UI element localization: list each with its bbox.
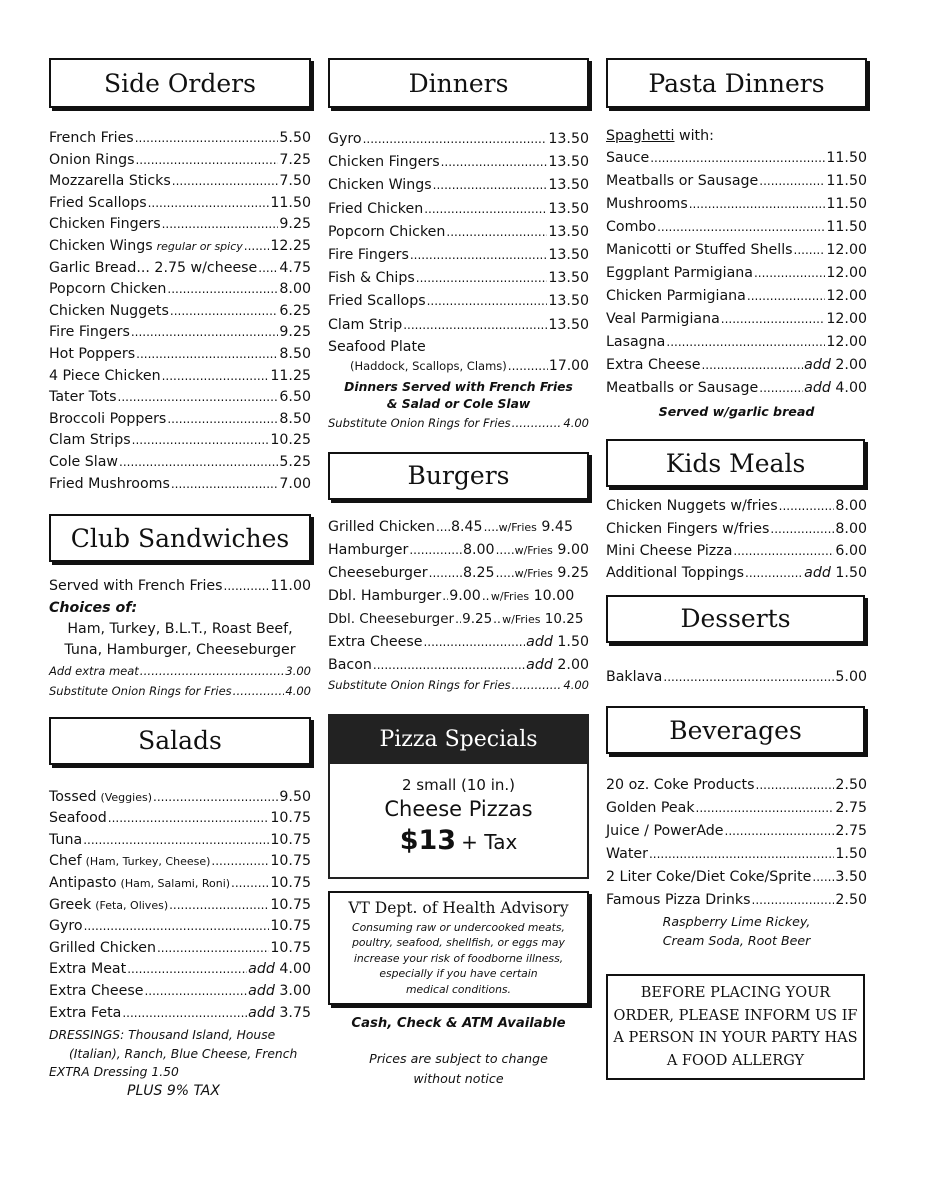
- dinner-item: Popcorn Chicken ..... 13.50: [328, 221, 589, 244]
- beverages-title: Beverages: [669, 715, 802, 745]
- spaghetti-heading: [606, 126, 867, 147]
- side-order-item: 4 Piece Chicken ..... 11.25: [49, 366, 311, 388]
- salad-item: Chef (Ham, Turkey, Cheese) ..... 10.75: [49, 851, 311, 873]
- dinners-served-note: [328, 379, 589, 414]
- kids-toppings-item: Additional Toppings ..... add 1.50: [606, 563, 867, 585]
- side-order-item: Clam Strips ..... 10.25: [49, 430, 311, 452]
- burger-item: Dbl. Cheeseburger ..... 9.25 ..... w/Fries 10.25: [328, 608, 589, 631]
- allergy-notice: [606, 974, 865, 1080]
- club-choices-line2: Tuna, Hamburger, Cheeseburger: [64, 641, 296, 658]
- burgers-header: [328, 452, 589, 500]
- kids-meals-title: Kids Meals: [665, 448, 806, 478]
- salads-header: [49, 717, 311, 765]
- side-order-item: Onion Rings ..... 7.25: [49, 150, 311, 172]
- kids-meal-item: Mini Cheese Pizza ..... 6.00: [606, 540, 867, 563]
- pizza-price: $13: [399, 824, 457, 856]
- pizza-line2: Cheese Pizzas: [384, 796, 533, 821]
- dinner-item: Gyro ..... 13.50: [328, 128, 589, 151]
- health-advisory-box: [328, 891, 589, 1006]
- dinner-item: Chicken Wings ..... 13.50: [328, 174, 589, 197]
- side-order-item: Fried Scallops ..... 11.50: [49, 193, 311, 215]
- pasta-item: Combo ..... 11.50: [606, 216, 867, 239]
- side-orders-header: [49, 58, 311, 108]
- side-order-item: Broccoli Poppers ..... 8.50: [49, 409, 311, 431]
- salad-item: Seafood ..... 10.75: [49, 808, 311, 830]
- pasta-served-note: Served w/garlic bread: [658, 404, 815, 419]
- left-column: [49, 58, 311, 1100]
- beverages-list: [606, 774, 867, 912]
- desserts-header: [606, 595, 865, 643]
- dinner-item: Fish & Chips ..... 13.50: [328, 267, 589, 290]
- pasta-item: Meatballs or Sausage ..... 11.50: [606, 170, 867, 193]
- spaghetti-with: with:: [679, 128, 714, 144]
- advisory-title: VT Dept. of Health Advisory: [348, 898, 569, 917]
- dinners-substitute-row: Substitute Onion Rings for Fries ..... 4.00: [328, 414, 589, 432]
- beverage-item: Juice / PowerAde ..... 2.75: [606, 820, 867, 843]
- side-order-item: Fried Mushrooms ..... 7.00: [49, 474, 311, 496]
- salad-item: Tossed (Veggies) ..... 9.50: [49, 787, 311, 809]
- prices-line2: without notice: [413, 1071, 504, 1087]
- dressings-info: [49, 1026, 311, 1100]
- pasta-list: [606, 147, 867, 400]
- salad-item: Grilled Chicken ..... 10.75: [49, 938, 311, 960]
- pasta-extra-item: Extra Cheese ..... add 2.00: [606, 354, 867, 377]
- club-sandwiches-section: [49, 576, 311, 701]
- dinner-item: Clam Strip ..... 13.50: [328, 314, 589, 337]
- burgers-list: [328, 516, 589, 677]
- dinners-title: Dinners: [408, 68, 509, 98]
- pizza-specials-box: [328, 714, 589, 879]
- dinner-item: Fried Chicken ..... 13.50: [328, 198, 589, 221]
- beverage-item: Golden Peak ..... 2.75: [606, 797, 867, 820]
- side-orders-title: Side Orders: [104, 68, 256, 98]
- side-order-item: Tater Tots ..... 6.50: [49, 387, 311, 409]
- club-choices-label: Choices of:: [49, 599, 138, 616]
- side-order-item: Fire Fingers ..... 9.25: [49, 322, 311, 344]
- pasta-dinners-header: [606, 58, 867, 108]
- dinner-item: Fire Fingers ..... 13.50: [328, 244, 589, 267]
- dinners-served-line1: Dinners Served with French Fries: [344, 379, 573, 394]
- allergy-line: ORDER, PLEASE INFORM US IF: [613, 1007, 858, 1024]
- kids-meals-header: [606, 439, 865, 487]
- allergy-line: A PERSON IN YOUR PARTY HAS: [613, 1030, 858, 1047]
- pizza-drinks-line1: Raspberry Lime Rickey,: [662, 914, 811, 930]
- advisory-line: Consuming raw or undercooked meats,: [352, 920, 565, 934]
- prices-note: [328, 1049, 589, 1089]
- salads-list: [49, 787, 311, 1025]
- side-order-item: Chicken Wings regular or spicy ..... 12.25: [49, 236, 311, 258]
- seafood-plate-row: (Haddock, Scallops, Clams) ..... 17.00: [328, 357, 589, 375]
- pizza-price-row: [330, 825, 587, 856]
- burger-item: Dbl. Hamburger ..... 9.00 ..... w/Fries 10.00: [328, 585, 589, 608]
- salad-item: Tuna ..... 10.75: [49, 830, 311, 852]
- burgers-title: Burgers: [407, 461, 510, 491]
- tax-note: PLUS 9% TAX: [127, 1082, 220, 1099]
- side-order-item: Garlic Bread... 2.75 w/cheese ..... 4.75: [49, 258, 311, 280]
- side-order-item: Popcorn Chicken ..... 8.00: [49, 279, 311, 301]
- club-substitute-row: Substitute Onion Rings for Fries ..... 4.00: [49, 681, 311, 701]
- side-order-item: Chicken Fingers ..... 9.25: [49, 214, 311, 236]
- kids-meal-item: Chicken Fingers w/fries ..... 8.00: [606, 518, 867, 541]
- pizza-line1: 2 small (10 in.): [401, 775, 516, 794]
- pasta-dinners-title: Pasta Dinners: [648, 68, 825, 98]
- pizza-drinks-list: [606, 912, 867, 950]
- pasta-item: Eggplant Parmigiana ..... 12.00: [606, 262, 867, 285]
- advisory-line: poultry, seafood, shellfish, or eggs may: [352, 936, 565, 950]
- pizza-tax: + Tax: [461, 829, 518, 854]
- burger-extra-item: Bacon ..... add 2.00: [328, 654, 589, 677]
- club-choices-line1: Ham, Turkey, B.L.T., Roast Beef,: [67, 620, 293, 637]
- advisory-line: medical conditions.: [406, 982, 511, 996]
- dessert-item: Baklava ..... 5.00: [606, 667, 867, 689]
- desserts-title: Desserts: [680, 604, 791, 633]
- salad-item: Greek (Feta, Olives) ..... 10.75: [49, 895, 311, 917]
- pasta-extra-item: Meatballs or Sausage ..... add 4.00: [606, 377, 867, 400]
- pasta-item: Veal Parmigiana ..... 12.00: [606, 308, 867, 331]
- club-sandwiches-title: Club Sandwiches: [70, 523, 290, 553]
- club-sandwiches-header: [49, 514, 311, 562]
- salad-item: Antipasto (Ham, Salami, Roni) ..... 10.75: [49, 873, 311, 895]
- middle-column: [328, 58, 589, 1089]
- beverage-item: 2 Liter Coke/Diet Coke/Sprite ..... 3.50: [606, 866, 867, 889]
- salad-item: Gyro ..... 10.75: [49, 916, 311, 938]
- salad-extra-item: Extra Feta ..... add 3.75: [49, 1003, 311, 1025]
- desserts-list: [606, 667, 867, 689]
- kids-meal-item: Chicken Nuggets w/fries ..... 8.00: [606, 495, 867, 518]
- pizza-specials-header: [330, 716, 587, 764]
- right-column: [606, 58, 867, 1080]
- beverage-item: Water ..... 1.50: [606, 843, 867, 866]
- beverages-header: [606, 706, 865, 754]
- extra-dressing: EXTRA Dressing 1.50: [49, 1065, 179, 1080]
- pizza-specials-title: Pizza Specials: [379, 727, 538, 753]
- burger-item: Cheeseburger ..... 8.25 ..... w/Fries 9.25: [328, 562, 589, 585]
- beverage-item: Famous Pizza Drinks ..... 2.50: [606, 889, 867, 912]
- dinner-item: Fried Scallops ..... 13.50: [328, 290, 589, 313]
- dinners-list: [328, 128, 589, 337]
- dinner-item: Chicken Fingers ..... 13.50: [328, 151, 589, 174]
- salad-extra-item: Extra Meat ..... add 4.00: [49, 959, 311, 981]
- burger-item: Grilled Chicken ..... 8.45 ..... w/Fries 9.45: [328, 516, 589, 539]
- pasta-item: Sauce ..... 11.50: [606, 147, 867, 170]
- burger-item: Hamburger ..... 8.00 ..... w/Fries 9.00: [328, 539, 589, 562]
- allergy-line: A FOOD ALLERGY: [666, 1052, 805, 1069]
- kids-meals-list: [606, 495, 867, 585]
- pasta-item: Mushrooms ..... 11.50: [606, 193, 867, 216]
- advisory-line: increase your risk of foodborne illness,: [353, 951, 564, 965]
- side-order-item: Hot Poppers ..... 8.50: [49, 344, 311, 366]
- spaghetti-label: Spaghetti: [606, 128, 675, 144]
- salad-extra-item: Extra Cheese ..... add 3.00: [49, 981, 311, 1003]
- club-extra-meat-row: Add extra meat ..... 3.00: [49, 661, 311, 681]
- side-orders-list: [49, 128, 311, 495]
- dressings-line1: DRESSINGS: Thousand Island, House: [49, 1028, 276, 1043]
- club-served-row: Served with French Fries ..... 11.00: [49, 576, 311, 598]
- seafood-plate-name: Seafood Plate: [328, 338, 426, 355]
- pizza-drinks-line2: Cream Soda, Root Beer: [662, 933, 811, 949]
- advisory-line: especially if you have certain: [379, 967, 538, 981]
- pasta-item: Manicotti or Stuffed Shells ..... 12.00: [606, 239, 867, 262]
- dressings-line2: (Italian), Ranch, Blue Cheese, French: [69, 1046, 298, 1061]
- dinners-served-line2: & Salad or Cole Slaw: [386, 397, 531, 412]
- salads-title: Salads: [138, 726, 222, 756]
- side-order-item: Mozzarella Sticks ..... 7.50: [49, 171, 311, 193]
- advisory-text: [338, 920, 579, 998]
- allergy-line: BEFORE PLACING YOUR: [640, 985, 831, 1002]
- side-order-item: Chicken Nuggets ..... 6.25: [49, 301, 311, 323]
- burger-extra-item: Extra Cheese ..... add 1.50: [328, 631, 589, 654]
- payment-note: Cash, Check & ATM Available: [351, 1016, 566, 1032]
- prices-line1: Prices are subject to change: [369, 1051, 548, 1067]
- pasta-item: Lasagna ..... 12.00: [606, 331, 867, 354]
- dinners-header: [328, 58, 589, 108]
- beverage-item: 20 oz. Coke Products ..... 2.50: [606, 774, 867, 797]
- side-order-item: Cole Slaw ..... 5.25: [49, 452, 311, 474]
- pasta-item: Chicken Parmigiana ..... 12.00: [606, 285, 867, 308]
- side-order-item: French Fries ..... 5.50: [49, 128, 311, 150]
- burgers-substitute-row: Substitute Onion Rings for Fries ..... 4.00: [328, 677, 589, 693]
